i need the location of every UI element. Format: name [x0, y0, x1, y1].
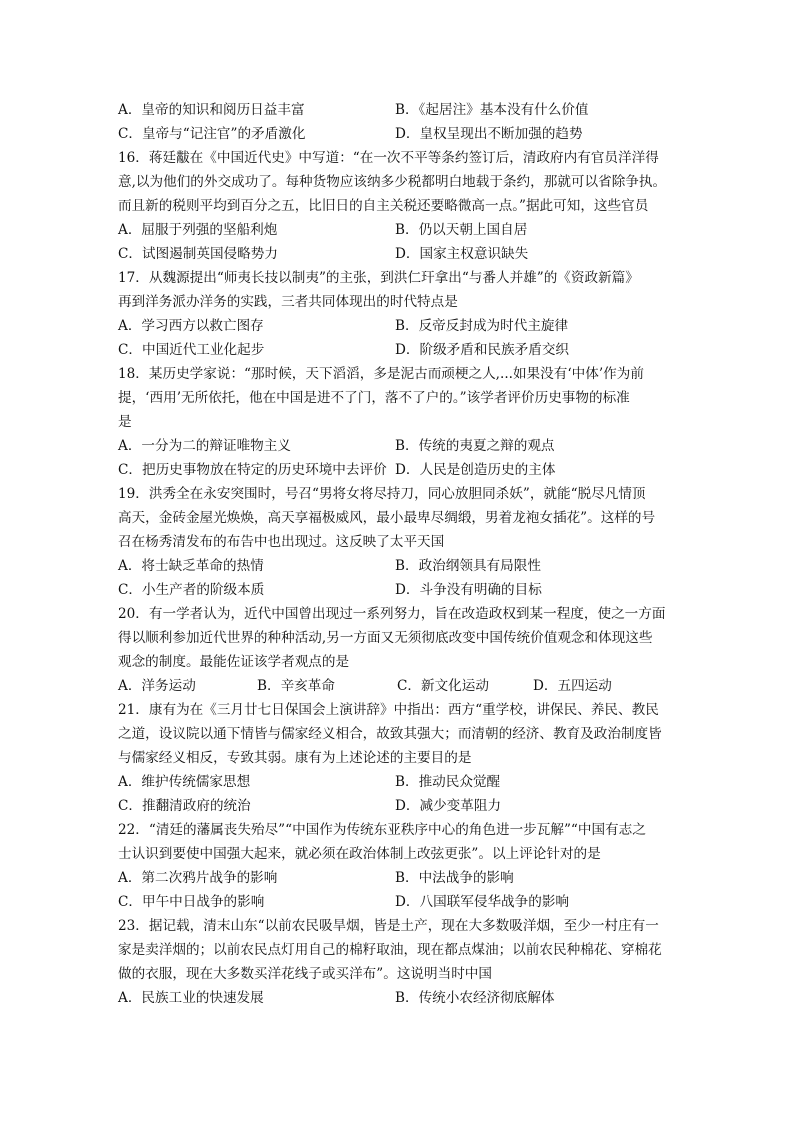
q23-option-b: B．传统小农经济彻底解体: [395, 990, 555, 1006]
q18-option-b: B．传统的夷夏之辩的观点: [395, 438, 555, 454]
q15-options-row1: [118, 98, 678, 122]
q19-options-row2: [118, 578, 678, 602]
q23-option-a: A．民族工业的快速发展: [118, 990, 264, 1006]
q20-options-row: [118, 674, 678, 698]
q15-option-c: C．皇帝与“记注官”的矛盾激化: [118, 126, 306, 142]
q22-option-b: B．中法战争的影响: [395, 870, 514, 886]
q21-stem-line2: 之道，设议院以通下情皆与儒家经义相合，故致其强大；而清朝的经济、教育及政治制度皆: [118, 726, 662, 742]
q23-stem-line2: 家是卖洋烟的；以前农民点灯用自己的棉籽取油，现在都点煤油；以前农民种棉花、穿棉花: [118, 942, 662, 958]
q15-option-d: D．皇权呈现出不断加强的趋势: [395, 126, 583, 142]
q22-options-row1: [118, 866, 678, 890]
q21-stem-line3: 与儒家经义相反，专致其弱。康有为上述论述的主要目的是: [118, 750, 472, 766]
q15-option-b: B．《起居注》基本没有什么价值: [395, 102, 589, 118]
q21-options-row2: [118, 794, 678, 818]
q18-stem-line2: 提，‘西用’无所依托，他在中国是进不了门，落不了户的。”该学者评价历史事物的标准: [118, 390, 630, 406]
q17-options-row1: [118, 314, 678, 338]
q18-option-a: A．一分为二的辩证唯物主义: [118, 438, 291, 454]
q17-stem-line2: 再到洋务派办洋务的实践，三者共同体现出的时代特点是: [118, 294, 458, 310]
q22-option-c: C．甲午中日战争的影响: [118, 894, 265, 910]
q15-options-row2: [118, 122, 678, 146]
q21-option-a: A．维护传统儒家思想: [118, 774, 251, 790]
q19-stem-line3: 召在杨秀清发布的布告中也出现过。这反映了太平天国: [118, 534, 445, 550]
q20-option-d: D．五四运动: [533, 678, 612, 694]
q18-option-c: C．把历史事物放在特定的历史环境中去评价: [118, 462, 387, 478]
q16-option-c: C．试图遏制英国侵略势力: [118, 246, 278, 262]
q19-option-a: A．将士缺乏革命的热情: [118, 558, 264, 574]
q16-options-row2: [118, 242, 678, 266]
q22-stem-line1: 22．“清廷的藩属丧失殆尽”“中国作为传统东亚秩序中心的角色进一步瓦解”“中国有志之: [118, 822, 646, 838]
q17-stem-line1: 17．从魏源提出“师夷长技以制夷”的主张，到洪仁玕拿出“与番人并雄”的《资政新篇》: [118, 270, 639, 286]
q15-option-a: A．皇帝的知识和阅历日益丰富: [118, 102, 305, 118]
q17-option-c: C．中国近代工业化起步: [118, 342, 265, 358]
q18-options-row1: [118, 434, 678, 458]
q19-stem-line1: 19．洪秀全在永安突围时，号召“男将女将尽持刀，同心放胆同杀妖”，就能“脱尽凡情顶: [118, 486, 646, 502]
q21-option-d: D．减少变革阻力: [395, 798, 502, 814]
q22-options-row2: [118, 890, 678, 914]
q23-stem-line1: 23．据记载，清末山东“以前农民吸旱烟，皆是土产，现在大多数吸洋烟，至少一村庄有一: [118, 918, 659, 934]
q17-options-row2: [118, 338, 678, 362]
q18-options-row2: [118, 458, 678, 482]
q23-options-row1: [118, 986, 678, 1010]
q16-stem-line1: 16．蒋廷黻在《中国近代史》中写道：“在一次不平等条约签订后，清政府内有官员洋洋得: [118, 150, 659, 166]
q18-stem-line3: 是: [118, 414, 132, 430]
q20-option-a: A．洋务运动: [118, 678, 196, 694]
q20-stem-line2: 得以顺利参加近代世界的种种活动,另一方面又无须彻底改变中国传统价值观念和体现这些: [118, 630, 653, 646]
q22-option-d: D．八国联军侵华战争的影响: [395, 894, 570, 910]
q16-options-row1: [118, 218, 678, 242]
q21-options-row1: [118, 770, 678, 794]
q20-stem-line1: 20．有一学者认为，近代中国曾出现过一系列努力，旨在改造政权到某一程度，使之一方面: [118, 606, 666, 622]
q21-stem-line1: 21．康有为在《三月廿七日保国会上演讲辞》中指出：西方“重学校，讲保民、养民、教民: [118, 702, 659, 718]
q19-option-b: B．政治纲领具有局限性: [395, 558, 541, 574]
q20-option-b: B．辛亥革命: [257, 678, 335, 694]
exam-page: [118, 98, 678, 1010]
q23-stem-line3: 做的衣服，现在大多数买洋花线子或买洋布”。这说明当时中国: [118, 966, 492, 982]
q16-stem-line3: 而且新的税则平均到百分之五，比旧日的自主关税还要略微高一点。”据此可知，这些官员: [118, 198, 649, 214]
q17-option-d: D．阶级矛盾和民族矛盾交织: [395, 342, 570, 358]
q22-stem-line2: 士认识到要使中国强大起来，就必须在政治体制上改弦更张”。以上评论针对的是: [118, 846, 601, 862]
q16-option-b: B．仍以天朝上国自居: [395, 222, 528, 238]
q19-options-row1: [118, 554, 678, 578]
q16-option-a: A．屈服于列强的坚船利炮: [118, 222, 278, 238]
q22-option-a: A．第二次鸦片战争的影响: [118, 870, 278, 886]
q17-option-a: A．学习西方以救亡图存: [118, 318, 264, 334]
q19-option-d: D．斗争没有明确的目标: [395, 582, 542, 598]
q16-option-d: D．国家主权意识缺失: [395, 246, 529, 262]
q17-option-b: B．反帝反封成为时代主旋律: [395, 318, 569, 334]
q20-option-c: C．新文化运动: [397, 678, 489, 694]
q21-option-c: C．推翻清政府的统治: [118, 798, 251, 814]
q20-stem-line3: 观念的制度。最能佐证该学者观点的是: [118, 654, 350, 670]
q21-option-b: B．推动民众觉醒: [395, 774, 501, 790]
q16-stem-line2: 意,以为他们的外交成功了。每种货物应该纳多少税都明白地载于条约，那就可以省除争执。: [118, 174, 667, 190]
q19-stem-line2: 高天，金砖金屋光焕焕，高天享福极威风，最小最卑尽绸缎，男着龙袍女插花”。这样的号: [118, 510, 656, 526]
q19-option-c: C．小生产者的阶级本质: [118, 582, 265, 598]
q18-option-d: D．人民是创造历史的主体: [395, 462, 556, 478]
q18-stem-line1: 18．某历史学家说：“那时候，天下滔滔，多是泥古而顽梗之人,...如果没有‘中体’作为前: [118, 366, 644, 382]
